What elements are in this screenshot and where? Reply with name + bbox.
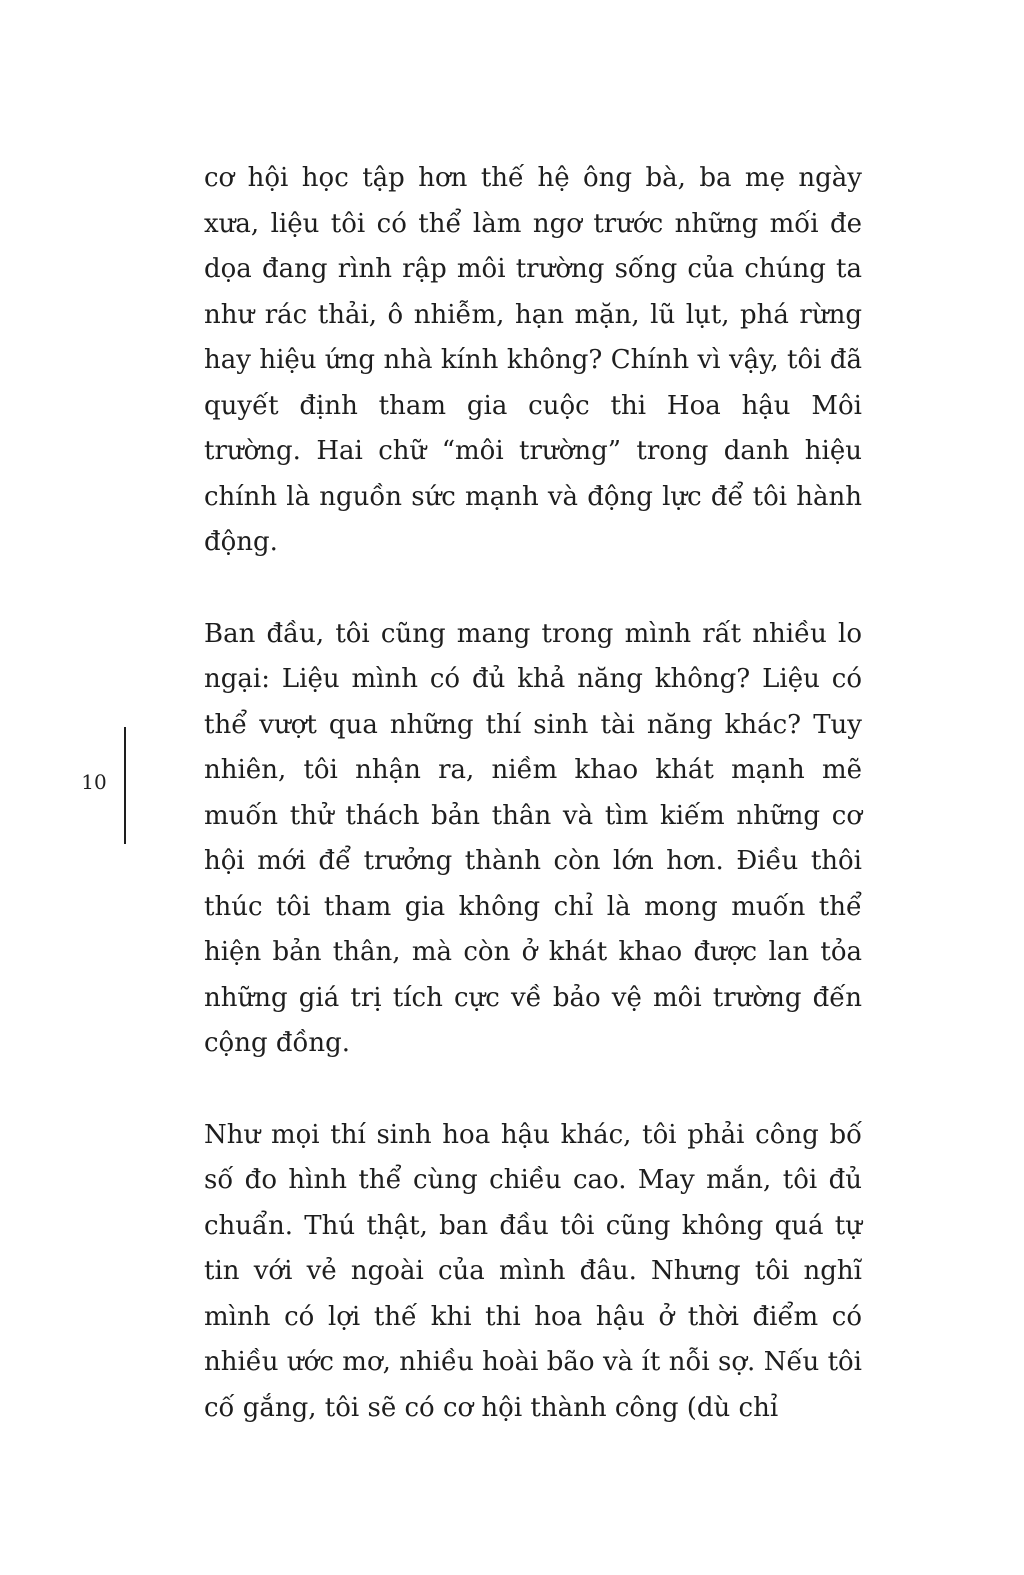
body-text xyxy=(204,156,862,1431)
paragraph-1: cơ hội học tập hơn thế hệ ông bà, ba mẹ ngày xưa, liệu tôi có thể làm ngơ trước những mối đe dọa đang rình rập môi trường sống của chúng ta như rác thải, ô nhiễm, hạn mặn, lũ lụt, phá rừng hay hiệu ứng nhà kính không? Chính vì vậy, tôi đã quyết định tham gia cuộc thi Hoa hậu Môi trường. Hai chữ “môi trường” trong danh hiệu chính là nguồn sức mạnh và động lực để tôi hành động. xyxy=(204,163,862,557)
page-number: 10 xyxy=(81,770,107,794)
paragraph-2: Ban đầu, tôi cũng mang trong mình rất nhiều lo ngại: Liệu mình có đủ khả năng không? Liệu có thể vượt qua những thí sinh tài năng khác? Tuy nhiên, tôi nhận ra, niềm khao khát mạnh mẽ muốn thử thách bản thân và tìm kiếm những cơ hội mới để trưởng thành còn lớn hơn. Điều thôi thúc tôi tham gia không chỉ là mong muốn thể hiện bản thân, mà còn ở khát khao được lan tỏa những giá trị tích cực về bảo vệ môi trường đến cộng đồng. xyxy=(204,618,862,1058)
paragraph-3: Như mọi thí sinh hoa hậu khác, tôi phải công bố số đo hình thể cùng chiều cao. May mắn, tôi đủ chuẩn. Thú thật, ban đầu tôi cũng không quá tự tin với vẻ ngoài của mình đâu. Nhưng tôi nghĩ mình có lợi thế khi thi hoa hậu ở thời điểm có nhiều ước mơ, nhiều hoài bão và ít nỗi sợ. Nếu tôi cố gắng, tôi sẽ có cơ hội thành công (dù chỉ xyxy=(204,1119,862,1423)
page-number-divider xyxy=(124,727,126,844)
